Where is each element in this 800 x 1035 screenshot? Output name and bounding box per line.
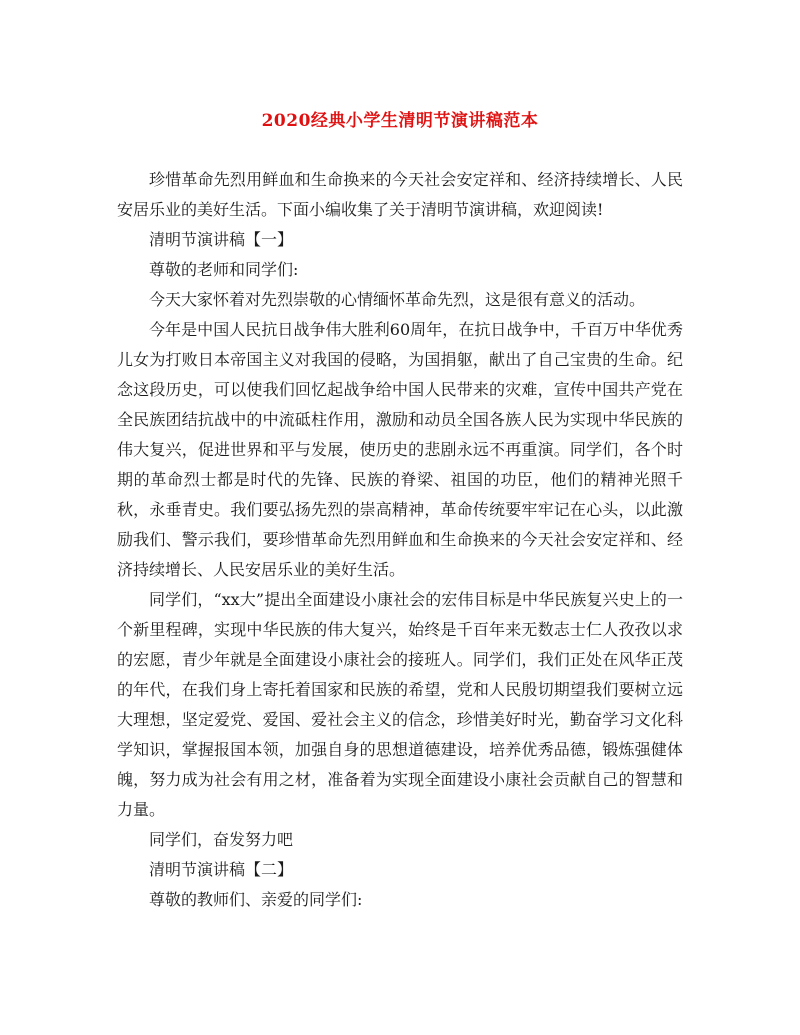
document-body [117, 165, 683, 915]
document-title: 2020经典小学生清明节演讲稿范本 [261, 111, 539, 131]
body-paragraph: 今年是中国人民抗日战争伟大胜利60周年，在抗日战争中，千百万中华优秀儿女为打败日本帝国主义对我国的侵略，为国捐躯，献出了自己宝贵的生命。纪念这段历史，可以使我们回忆起战争给中国人民带来的灾难，宣传中国共产党在全民族团结抗战中的中流砥柱作用，激励和动员全国各族人民为实现中华民族的伟大复兴，促进世界和平与发展，使历史的悲剧永远不再重演。同学们，各个时期的革命烈士都是时代的先锋、民族的脊梁、祖国的功臣，他们的精神光照千秋，永垂青史。我们要弘扬先烈的崇高精神，革命传统要牢牢记在心头，以此激励我们、警示我们，要珍惜革命先烈用鲜血和生命换来的今天社会安定祥和、经济持续增长、人民安居乐业的美好生活。 [117, 320, 683, 579]
salutation-two: 尊敬的教师们、亲爱的同学们: [149, 890, 363, 909]
closing-line: 同学们，奋发努力吧 [149, 830, 294, 849]
salutation-one: 尊敬的老师和同学们: [149, 260, 299, 279]
section-heading-one: 清明节演讲稿【一】 [149, 230, 294, 249]
intro-paragraph: 珍惜革命先烈用鲜血和生命换来的今天社会安定祥和、经济持续增长、人民安居乐业的美好生活。下面小编收集了关于清明节演讲稿，欢迎阅读! [117, 170, 683, 219]
section-heading-two: 清明节演讲稿【二】 [149, 860, 294, 879]
body-paragraph: 同学们，“xx大”提出全面建设小康社会的宏伟目标是中华民族复兴史上的一个新里程碑，实现中华民族的伟大复兴，始终是千百年来无数志士仁人孜孜以求的宏愿，青少年就是全面建设小康社会的接班人。同学们，我们正处在风华正茂的年代，在我们身上寄托着国家和民族的希望，党和人民殷切期望我们要树立远大理想，坚定爱党、爱国、爱社会主义的信念，珍惜美好时光，勤奋学习文化科学知识，掌握报国本领，加强自身的思想道德建设，培养优秀品德，锻炼强健体魄，努力成为社会有用之材，准备着为实现全面建设小康社会贡献自己的智慧和力量。 [117, 590, 683, 819]
body-paragraph: 今天大家怀着对先烈崇敬的心情缅怀革命先烈，这是很有意义的活动。 [149, 290, 646, 309]
